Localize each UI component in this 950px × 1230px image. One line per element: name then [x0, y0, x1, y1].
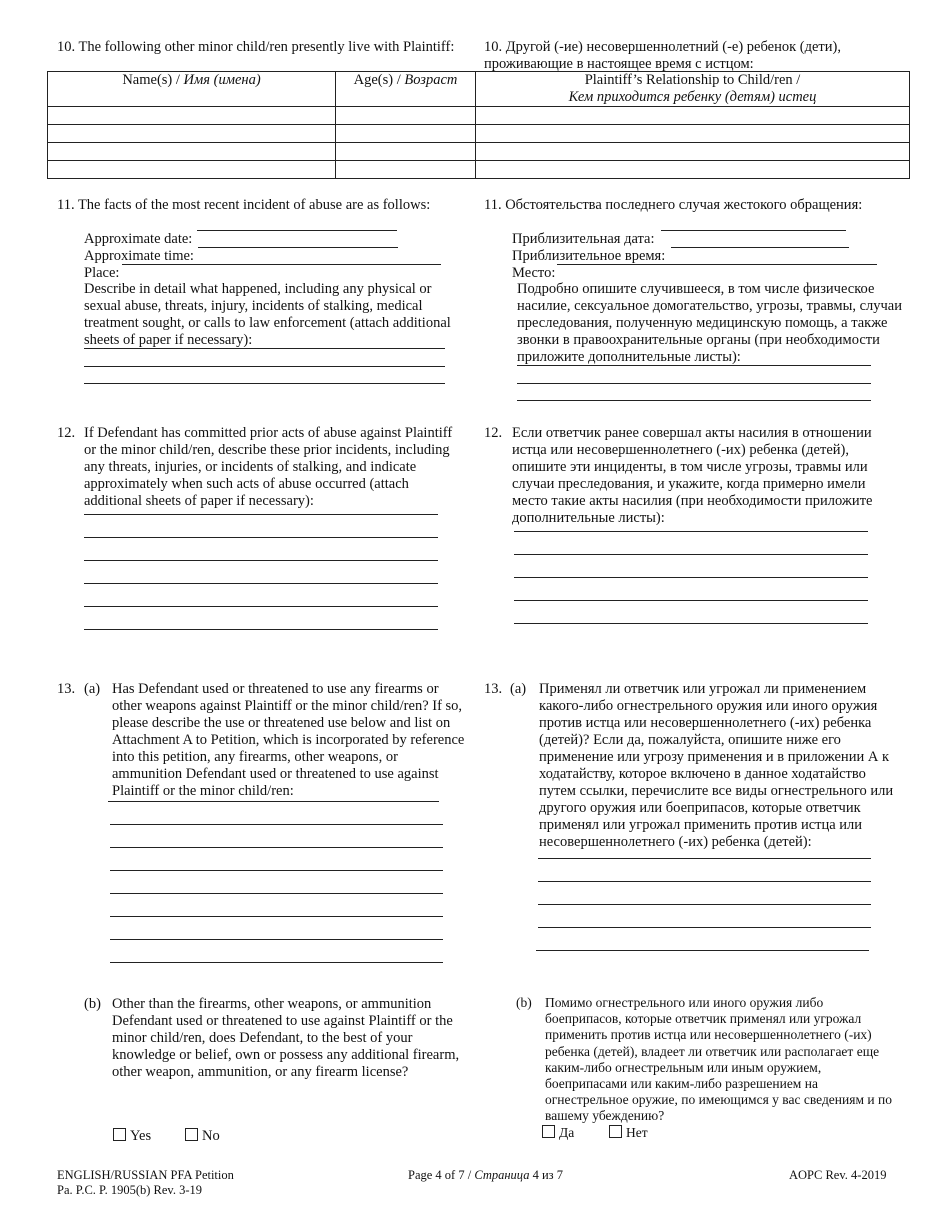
- answer-line[interactable]: [517, 400, 871, 401]
- footer-revision: AOPC Rev. 4-2019: [789, 1168, 887, 1182]
- relationship-cell[interactable]: [476, 143, 910, 161]
- header-names: Name(s) / Имя (имена): [48, 72, 336, 107]
- no-checkbox-ru[interactable]: [609, 1124, 648, 1141]
- answer-line[interactable]: [536, 950, 869, 951]
- date-field-ru[interactable]: [661, 230, 846, 231]
- q11-desc-ru: Подробно опишите случившееся, в том числе физическое насилие, сексуальное домогательство, угрозы, травмы, случаи преследования, полученную медицинскую помощь, а также звонки в правоохранительные органы (при необходимости приложите дополнительные листы):: [517, 281, 902, 365]
- q13-number-ru: 13.: [484, 681, 503, 697]
- name-cell[interactable]: [48, 107, 336, 125]
- q13b-label-en: (b): [84, 996, 101, 1012]
- answer-line[interactable]: [84, 383, 445, 384]
- time-field-ru[interactable]: [671, 247, 849, 248]
- yes-label-ru: Да: [559, 1125, 575, 1140]
- answer-line[interactable]: [538, 904, 871, 905]
- name-cell[interactable]: [48, 143, 336, 161]
- answer-line[interactable]: [84, 606, 438, 607]
- answer-line[interactable]: [110, 939, 443, 940]
- footer-form-title: ENGLISH/RUSSIAN PFA Petition: [57, 1168, 234, 1182]
- yes-checkbox-ru[interactable]: [542, 1124, 574, 1141]
- header-ages: Age(s) / Возраст: [336, 72, 476, 107]
- q11-time-label-en: Approximate time:: [84, 248, 194, 264]
- relationship-cell[interactable]: [476, 107, 910, 125]
- answer-line[interactable]: [110, 893, 443, 894]
- checkbox-icon: [542, 1125, 555, 1138]
- place-field-ru[interactable]: [557, 264, 877, 265]
- answer-line[interactable]: [84, 583, 438, 584]
- answer-line[interactable]: [110, 824, 443, 825]
- table-row: [48, 161, 910, 179]
- date-field-en[interactable]: [197, 230, 397, 231]
- answer-line[interactable]: [110, 962, 443, 963]
- answer-line[interactable]: [84, 366, 445, 367]
- q11-place-label-ru: Место:: [512, 265, 556, 281]
- answer-line[interactable]: [514, 531, 868, 532]
- q12-text-ru: Если ответчик ранее совершал акты насилия в отношении истца или несовершеннолетнего (-их) ребенка (детей), опишите эти инциденты, в том числе угрозы, травмы или случаи преследования, и укажите, когда примерно имели место такие акты насилия (при необходимости приложите дополнительные листы):: [512, 425, 873, 526]
- checkbox-icon: [113, 1128, 126, 1141]
- relationship-cell[interactable]: [476, 125, 910, 143]
- q13b-text-ru: Помимо огнестрельного или иного оружия либо боеприпасов, которые ответчик применял или угрожал применить против истца или несовершеннолетнего (-их) ребенка (детей), владеет ли ответчик или располагает еще каким-либо огнестрельным или иным оружием, боеприпасами или каким-либо разрешением на огнестрельное оружие, по имеющимся у вас сведениям и по вашему убеждению?: [545, 995, 892, 1124]
- table-row: [48, 107, 910, 125]
- q13a-label-ru: (a): [510, 681, 527, 697]
- answer-line[interactable]: [514, 623, 868, 624]
- answer-line[interactable]: [84, 537, 438, 538]
- yes-label-en: Yes: [130, 1128, 152, 1144]
- q12-number-en: 12.: [57, 425, 76, 441]
- age-cell[interactable]: [336, 125, 476, 143]
- q11-desc-en: Describe in detail what happened, including any physical or sexual abuse, threats, injury, incidents of stalking, medical treatment sought, or calls to law enforcement (attach additional sheets of paper if necessary):: [84, 281, 451, 348]
- answer-line[interactable]: [517, 365, 871, 366]
- age-cell[interactable]: [336, 161, 476, 179]
- name-cell[interactable]: [48, 161, 336, 179]
- age-cell[interactable]: [336, 143, 476, 161]
- answer-line[interactable]: [538, 858, 871, 859]
- table-header-row: [48, 72, 910, 107]
- name-cell[interactable]: [48, 125, 336, 143]
- answer-line[interactable]: [538, 927, 871, 928]
- answer-line[interactable]: [84, 560, 438, 561]
- header-relationship: Plaintiff’s Relationship to Child/ren / Кем приходится ребенку (детям) истец: [476, 72, 910, 107]
- checkbox-icon: [185, 1128, 198, 1141]
- footer-rule-ref: Pa. P.C. P. 1905(b) Rev. 3-19: [57, 1183, 203, 1197]
- yes-checkbox-en[interactable]: [113, 1128, 151, 1145]
- answer-line[interactable]: [84, 514, 438, 515]
- q13a-text-en: Has Defendant used or threatened to use any firearms or other weapons against Plaintiff or the minor child/ren? If so, please describe the use or threatened use below and list on Attachment A to Petition, which is incorporated by reference into this petition, any firearms, other weapons, or ammunition Defendant used or threatened to use against Plaintiff or the minor child/ren:: [112, 681, 465, 799]
- q13b-text-en: Other than the firearms, other weapons, or ammunition Defendant used or threatened to use against Plaintiff or the minor child/ren, does Defendant, to the best of your knowledge or belief, own or possess any additional firearm, other weapon, ammunition, or any firearm license?: [112, 996, 460, 1080]
- q13-number-en: 13.: [57, 681, 76, 697]
- answer-line[interactable]: [84, 348, 445, 349]
- checkbox-icon: [609, 1125, 622, 1138]
- answer-line[interactable]: [514, 554, 868, 555]
- footer-page-number: Page 4 of 7 / Страница 4 из 7: [408, 1168, 563, 1182]
- q10-label-ru: 10. Другой (-ие) несовершеннолетний (-е) ребенок (дети), проживающие в настоящее время с истцом:: [484, 39, 841, 72]
- q11-time-label-ru: Приблизительное время:: [512, 248, 666, 264]
- q11-date-label-ru: Приблизительная дата:: [512, 231, 655, 247]
- time-field-en[interactable]: [198, 247, 398, 248]
- no-label-ru: Нет: [626, 1125, 648, 1140]
- answer-line[interactable]: [108, 801, 439, 802]
- relationship-cell[interactable]: [476, 161, 910, 179]
- answer-line[interactable]: [110, 916, 443, 917]
- answer-line[interactable]: [514, 577, 868, 578]
- answer-line[interactable]: [514, 600, 868, 601]
- q11-place-label-en: Place:: [84, 265, 120, 281]
- q13a-label-en: (a): [84, 681, 101, 697]
- answer-line[interactable]: [84, 629, 438, 630]
- q11-date-label-en: Approximate date:: [84, 231, 193, 247]
- no-checkbox-en[interactable]: [185, 1128, 220, 1145]
- answer-line[interactable]: [110, 870, 443, 871]
- q11-intro-ru: 11. Обстоятельства последнего случая жестокого обращения:: [484, 197, 863, 213]
- children-table: [47, 71, 910, 179]
- q10-label-en: 10. The following other minor child/ren presently live with Plaintiff:: [57, 39, 455, 55]
- answer-line[interactable]: [110, 847, 443, 848]
- q13b-label-ru: (b): [516, 995, 532, 1010]
- q12-number-ru: 12.: [484, 425, 503, 441]
- place-field-en[interactable]: [122, 264, 441, 265]
- q12-text-en: If Defendant has committed prior acts of abuse against Plaintiff or the minor child/ren, describe these prior incidents, including any threats, injuries, or incidents of stalking, and indicate approximately when such acts of abuse occurred (attach additional sheets of paper if necessary):: [84, 425, 453, 509]
- age-cell[interactable]: [336, 107, 476, 125]
- no-label-en: No: [202, 1128, 220, 1144]
- q11-intro-en: 11. The facts of the most recent incident of abuse are as follows:: [57, 197, 431, 213]
- q13a-text-ru: Применял ли ответчик или угрожал ли применением какого-либо огнестрельного оружия или иного оружия против истца или несовершеннолетнего (-их) ребенка (детей)? Если да, пожалуйста, опишите ниже его применение или угрозу применения и в приложении А к ходатайству, которое включено в данное ходатайство путем ссылки, перечислите все виды огнестрельного или другого оружия или боеприпасов, которые ответчик применял или угрожал применить против истца или несовершеннолетнего (-их) ребенка (детей):: [539, 681, 894, 850]
- answer-line[interactable]: [538, 881, 871, 882]
- table-row: [48, 125, 910, 143]
- table-row: [48, 143, 910, 161]
- answer-line[interactable]: [517, 383, 871, 384]
